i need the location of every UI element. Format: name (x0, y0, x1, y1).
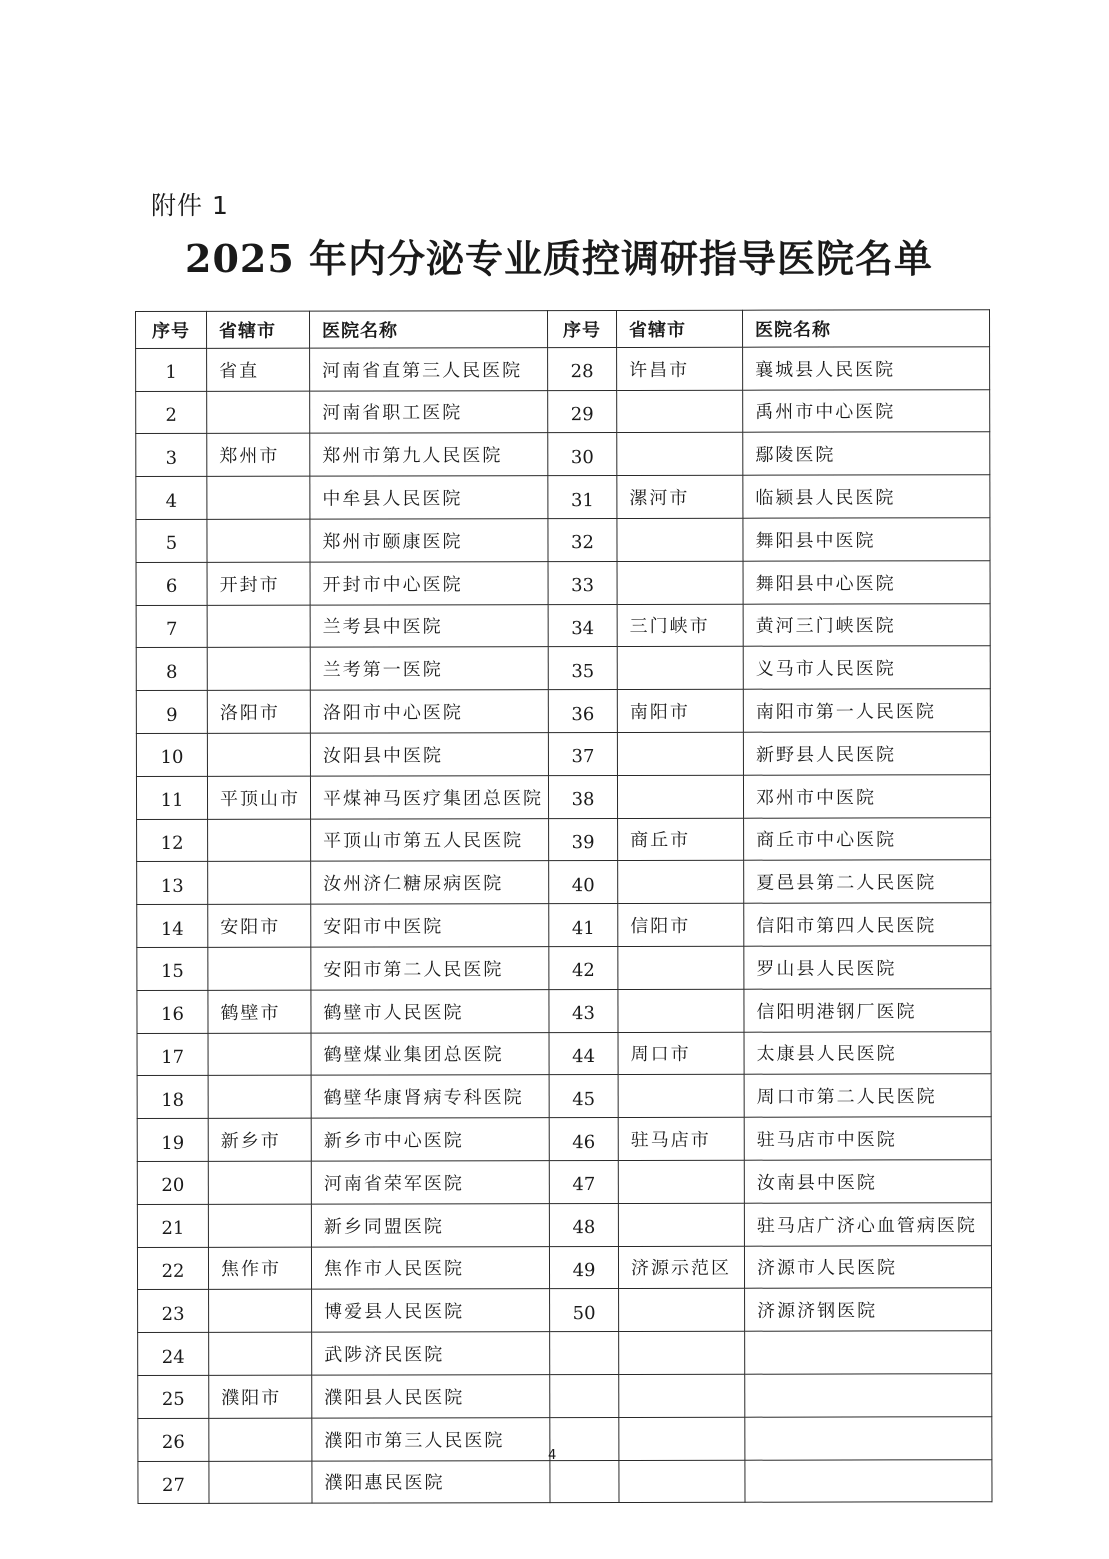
cell-hospital-left: 焦作市人民医院 (311, 1246, 549, 1289)
table-row (137, 1074, 991, 1119)
cell-hospital-left: 平顶山市第五人民医院 (311, 818, 549, 861)
cell-serial-left: 14 (137, 905, 208, 948)
cell-hospital-left: 郑州市第九人民医院 (310, 433, 548, 476)
table-row (138, 1416, 992, 1461)
cell-serial-left: 11 (136, 776, 207, 819)
table-row (137, 988, 991, 1033)
cell-city-right (617, 518, 743, 561)
cell-city-right (618, 1075, 744, 1118)
cell-city-right (617, 433, 743, 476)
header-serial-left: 序号 (136, 311, 207, 348)
cell-city-left (209, 1332, 312, 1375)
cell-city-left (207, 733, 310, 776)
cell-hospital-left: 河南省职工医院 (310, 390, 548, 433)
cell-city-right: 许昌市 (617, 347, 743, 390)
attachment-label: 附件 1 (151, 191, 229, 220)
cell-hospital-right: 鄢陵医院 (743, 432, 990, 475)
cell-serial-right: 47 (549, 1160, 618, 1203)
cell-serial-left: 6 (136, 562, 207, 605)
cell-hospital-right: 舞阳县中医院 (743, 518, 990, 561)
cell-city-right (617, 775, 743, 818)
cell-hospital-right (745, 1331, 992, 1374)
cell-city-right: 三门峡市 (617, 604, 743, 647)
cell-city-left (208, 1204, 311, 1247)
cell-city-right: 济源示范区 (618, 1246, 744, 1289)
cell-hospital-left: 汝阳县中医院 (310, 733, 548, 776)
table-header-row (136, 310, 990, 349)
cell-hospital-left: 博爱县人民医院 (312, 1289, 550, 1332)
table-row (136, 389, 990, 434)
cell-serial-right: 39 (549, 818, 618, 861)
cell-city-left (207, 605, 310, 648)
cell-serial-right: 44 (549, 1032, 618, 1075)
cell-serial-left: 20 (137, 1161, 208, 1204)
cell-hospital-left: 濮阳市第三人民医院 (312, 1417, 550, 1460)
cell-city-left: 濮阳市 (209, 1375, 312, 1418)
cell-city-right (617, 647, 743, 690)
cell-serial-left: 8 (136, 648, 207, 691)
table-row (136, 518, 990, 563)
cell-serial-right (550, 1417, 619, 1460)
cell-city-right: 漯河市 (617, 475, 743, 518)
header-hospital-right: 医院名称 (742, 310, 989, 347)
cell-hospital-right: 罗山县人民医院 (744, 946, 991, 989)
table-row (138, 1459, 992, 1504)
cell-hospital-right: 舞阳县中心医院 (743, 560, 990, 603)
cell-hospital-left: 安阳市第二人民医院 (311, 947, 549, 990)
cell-serial-left: 13 (137, 862, 208, 905)
cell-serial-right: 40 (549, 861, 618, 904)
table-row (137, 860, 991, 905)
cell-serial-right: 28 (548, 347, 617, 390)
cell-hospital-left: 洛阳市中心医院 (310, 690, 548, 733)
cell-serial-left: 10 (136, 733, 207, 776)
cell-serial-left: 9 (136, 691, 207, 734)
cell-hospital-left: 安阳市中医院 (311, 904, 549, 947)
cell-city-right: 南阳市 (617, 689, 743, 732)
cell-city-right (619, 1460, 745, 1503)
cell-city-right (619, 1417, 745, 1460)
cell-city-left: 省直 (207, 348, 310, 391)
page-number: 4 (548, 1448, 557, 1463)
cell-serial-left: 24 (138, 1332, 209, 1375)
cell-serial-left: 5 (136, 519, 207, 562)
cell-hospital-right: 邓州市中医院 (743, 774, 990, 817)
cell-city-left (208, 1075, 311, 1118)
cell-serial-right: 36 (548, 690, 617, 733)
cell-hospital-left: 武陟济民医院 (312, 1332, 550, 1375)
table-row (137, 903, 991, 948)
cell-city-right (618, 861, 744, 904)
cell-hospital-right (745, 1374, 992, 1417)
cell-city-right (617, 390, 743, 433)
cell-serial-left: 16 (137, 990, 208, 1033)
cell-hospital-right: 南阳市第一人民医院 (743, 689, 990, 732)
cell-city-left: 平顶山市 (207, 776, 310, 819)
cell-city-right (619, 1289, 745, 1332)
cell-serial-right (550, 1374, 619, 1417)
cell-hospital-left: 河南省荣军医院 (311, 1161, 549, 1204)
cell-hospital-left: 鹤壁煤业集团总医院 (311, 1032, 549, 1075)
cell-city-left (207, 391, 310, 434)
table-row (137, 946, 991, 991)
cell-hospital-right: 夏邑县第二人民医院 (744, 860, 991, 903)
cell-city-left (208, 819, 311, 862)
table-row (136, 732, 990, 777)
cell-hospital-right: 临颍县人民医院 (743, 475, 990, 518)
cell-city-left (209, 1461, 312, 1504)
cell-hospital-right: 济源市人民医院 (744, 1245, 991, 1288)
cell-hospital-left: 鹤壁华康肾病专科医院 (311, 1075, 549, 1118)
cell-serial-right: 38 (548, 775, 617, 818)
cell-city-left: 安阳市 (208, 904, 311, 947)
cell-city-right (618, 946, 744, 989)
cell-serial-right: 49 (549, 1246, 618, 1289)
table-row (137, 1031, 991, 1076)
table-row (137, 1202, 991, 1247)
hospital-table (135, 309, 992, 1504)
table-row (136, 603, 990, 648)
table-row (138, 1331, 992, 1376)
header-city-right: 省辖市 (617, 310, 743, 347)
cell-city-right: 商丘市 (618, 818, 744, 861)
cell-serial-right: 31 (548, 476, 617, 519)
table-row (136, 560, 990, 605)
cell-serial-right: 48 (549, 1203, 618, 1246)
cell-serial-left: 1 (136, 348, 207, 391)
cell-hospital-right: 济源济钢医院 (745, 1288, 992, 1331)
cell-city-right (618, 989, 744, 1032)
table-row (137, 1160, 991, 1205)
table-row (138, 1288, 992, 1333)
cell-city-right (618, 1160, 744, 1203)
table-row (136, 689, 990, 734)
header-serial-right: 序号 (548, 310, 617, 347)
cell-city-right: 信阳市 (618, 903, 744, 946)
cell-city-left (209, 1289, 312, 1332)
cell-city-right (618, 1203, 744, 1246)
cell-hospital-right: 襄城县人民医院 (743, 347, 990, 390)
cell-hospital-left: 新乡市中心医院 (311, 1118, 549, 1161)
cell-serial-right: 42 (549, 946, 618, 989)
cell-city-right (619, 1374, 745, 1417)
cell-serial-left: 3 (136, 434, 207, 477)
cell-serial-right (550, 1332, 619, 1375)
cell-hospital-right: 驻马店广济心血管病医院 (744, 1202, 991, 1245)
cell-hospital-right: 太康县人民医院 (744, 1031, 991, 1074)
cell-hospital-left: 新乡同盟医院 (311, 1203, 549, 1246)
cell-serial-right: 43 (549, 989, 618, 1032)
cell-city-left (208, 1161, 311, 1204)
cell-city-left (209, 1418, 312, 1461)
cell-city-left: 郑州市 (207, 434, 310, 477)
cell-serial-left: 25 (138, 1375, 209, 1418)
cell-city-right (619, 1331, 745, 1374)
cell-serial-right (550, 1460, 619, 1503)
cell-hospital-right: 信阳明港钢厂医院 (744, 988, 991, 1031)
cell-hospital-right: 义马市人民医院 (743, 646, 990, 689)
table-row (136, 774, 990, 819)
cell-hospital-left: 开封市中心医院 (310, 561, 548, 604)
cell-serial-right: 46 (549, 1118, 618, 1161)
cell-hospital-right: 商丘市中心医院 (744, 817, 991, 860)
cell-serial-right: 37 (548, 732, 617, 775)
cell-serial-left: 17 (137, 1033, 208, 1076)
cell-serial-left: 19 (137, 1118, 208, 1161)
cell-hospital-right: 黄河三门峡医院 (743, 603, 990, 646)
header-city-left: 省辖市 (207, 311, 310, 348)
cell-hospital-right: 信阳市第四人民医院 (744, 903, 991, 946)
page-title: 2025 年内分泌专业质控调研指导医院名单 (185, 236, 933, 281)
cell-city-left (207, 519, 310, 562)
cell-serial-left: 26 (138, 1418, 209, 1461)
cell-serial-right: 45 (549, 1075, 618, 1118)
cell-hospital-left: 濮阳惠民医院 (312, 1460, 550, 1503)
cell-hospital-left: 河南省直第三人民医院 (310, 347, 548, 390)
cell-hospital-left: 兰考县中医院 (310, 604, 548, 647)
cell-hospital-right: 汝南县中医院 (744, 1160, 991, 1203)
table-row (137, 1117, 991, 1162)
cell-serial-right: 50 (550, 1289, 619, 1332)
cell-hospital-right: 周口市第二人民医院 (744, 1074, 991, 1117)
cell-hospital-right (745, 1416, 992, 1459)
cell-serial-left: 7 (136, 605, 207, 648)
cell-serial-left: 15 (137, 947, 208, 990)
cell-city-left (208, 947, 311, 990)
cell-serial-left: 21 (137, 1204, 208, 1247)
cell-hospital-left: 郑州市颐康医院 (310, 519, 548, 562)
cell-hospital-right: 禹州市中心医院 (743, 389, 990, 432)
cell-serial-left: 27 (138, 1461, 209, 1504)
cell-city-left (208, 861, 311, 904)
cell-city-left (207, 648, 310, 691)
header-hospital-left: 医院名称 (310, 311, 548, 348)
cell-hospital-right: 驻马店市中医院 (744, 1117, 991, 1160)
cell-city-left: 焦作市 (208, 1247, 311, 1290)
cell-serial-right: 29 (548, 390, 617, 433)
table-row (136, 646, 990, 691)
cell-serial-left: 18 (137, 1076, 208, 1119)
table-row (137, 817, 991, 862)
cell-city-right (617, 732, 743, 775)
cell-city-right: 周口市 (618, 1032, 744, 1075)
cell-city-right: 驻马店市 (618, 1117, 744, 1160)
table-row (137, 1245, 991, 1290)
cell-hospital-left: 濮阳县人民医院 (312, 1375, 550, 1418)
cell-city-left: 鹤壁市 (208, 990, 311, 1033)
cell-serial-left: 12 (137, 819, 208, 862)
cell-hospital-right: 新野县人民医院 (743, 732, 990, 775)
table-row (136, 432, 990, 477)
cell-hospital-left: 中牟县人民医院 (310, 476, 548, 519)
cell-serial-right: 32 (548, 518, 617, 561)
cell-city-left: 新乡市 (208, 1118, 311, 1161)
table-row (136, 347, 990, 392)
cell-serial-right: 30 (548, 433, 617, 476)
table-row (138, 1374, 992, 1419)
table-row (136, 475, 990, 520)
cell-hospital-left: 鹤壁市人民医院 (311, 989, 549, 1032)
cell-city-right (617, 561, 743, 604)
cell-city-left: 洛阳市 (207, 690, 310, 733)
cell-serial-right: 34 (548, 604, 617, 647)
cell-city-left: 开封市 (207, 562, 310, 605)
cell-serial-right: 41 (549, 904, 618, 947)
cell-serial-left: 22 (137, 1247, 208, 1290)
cell-serial-left: 2 (136, 391, 207, 434)
cell-serial-right: 35 (548, 647, 617, 690)
cell-city-left (207, 476, 310, 519)
cell-serial-right: 33 (548, 561, 617, 604)
cell-city-left (208, 1033, 311, 1076)
cell-hospital-left: 汝州济仁糖尿病医院 (311, 861, 549, 904)
cell-hospital-left: 兰考第一医院 (310, 647, 548, 690)
cell-hospital-left: 平煤神马医疗集团总医院 (310, 775, 548, 818)
cell-hospital-right (745, 1459, 992, 1502)
cell-serial-left: 23 (138, 1290, 209, 1333)
cell-serial-left: 4 (136, 477, 207, 520)
